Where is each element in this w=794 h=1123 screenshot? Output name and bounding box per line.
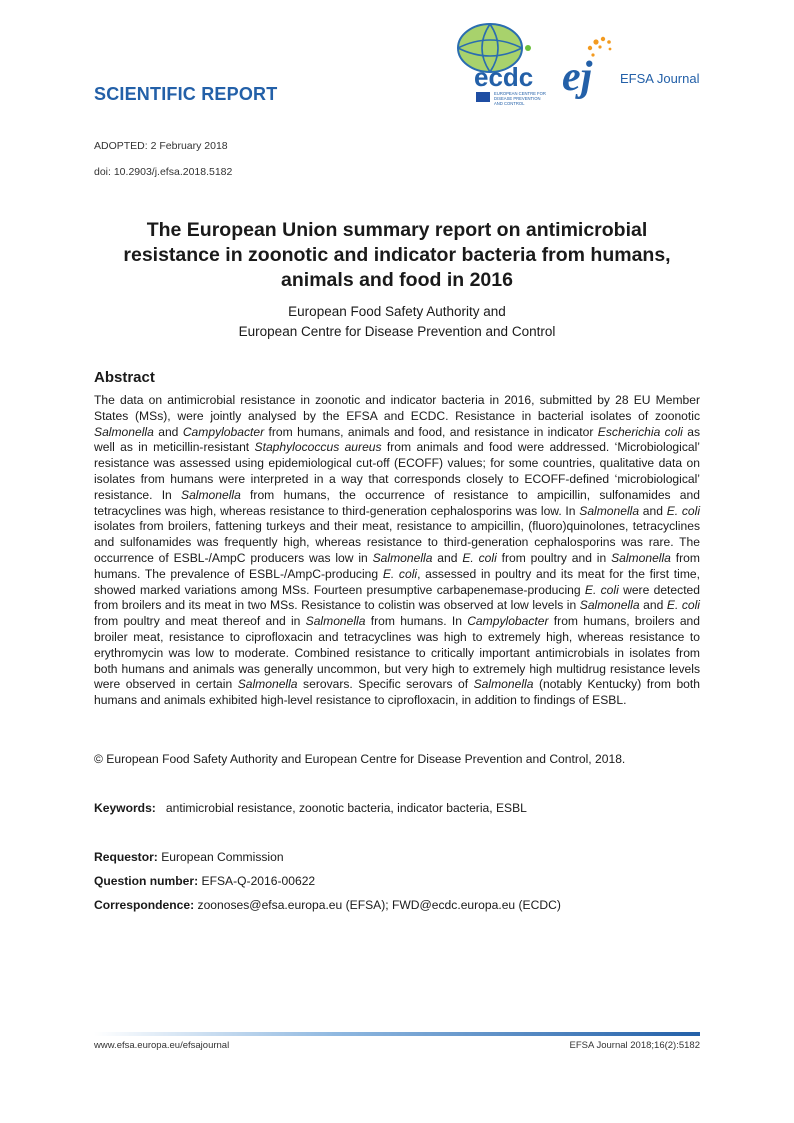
abstract-text: from animals and food were addressed. ‘Microbiological’ resistance was assessed using epidemiological cut-off (ECOFF) values; for some countries, qualitative data on isolates from humans were interpreted in a way that corresponds closely to ECOFF-defined ‘microbiological’ resistance. In: [94, 440, 700, 502]
abstract-text: from poultry and meat thereof and in: [94, 614, 306, 629]
abstract-italic-term: Staphylococcus aureus: [254, 440, 382, 455]
abstract-text: The data on antimicrobial resistance in zoonotic and indicator bacteria in 2016, submitted by 28 EU Member States (MSs), were jointly analysed by the EFSA and ECDC. Resistance in bacterial isolates of zoonotic: [94, 393, 700, 423]
abstract-text: and: [639, 598, 667, 613]
footer-citation: EFSA Journal 2018;16(2):5182: [569, 1040, 700, 1051]
keywords-label: Keywords:: [94, 801, 156, 815]
abstract-italic-term: Salmonella: [181, 487, 241, 502]
title-line: animals and food in 2016: [281, 269, 513, 291]
question-number-label: Question number:: [94, 874, 199, 888]
eu-flag-icon: [476, 92, 490, 102]
abstract-italic-term: Salmonella: [579, 598, 640, 613]
authors: [94, 302, 700, 342]
abstract-text: from humans, the occurrence of resistance to ampicillin, sulfonamides and tetracyclines was high, whereas resistance to third-generation cephalosporins was low. In: [94, 487, 700, 518]
abstract-body: [94, 393, 700, 709]
abstract-italic-term: E. coli: [666, 503, 701, 518]
abstract-italic-term: Salmonella: [305, 614, 366, 629]
abstract-italic-term: Salmonella: [579, 503, 640, 518]
author-line: European Food Safety Authority and: [288, 304, 506, 319]
abstract-italic-term: Campylobacter: [467, 614, 549, 629]
ej-mark: ej: [562, 54, 593, 100]
efsa-journal-wordmark: EFSA Journal: [620, 71, 700, 86]
abstract-italic-term: Salmonella: [473, 677, 534, 692]
footer-url[interactable]: www.efsa.europa.eu/efsajournal: [94, 1040, 230, 1051]
abstract-italic-term: E. coli: [382, 566, 418, 581]
abstract-text: from humans. In: [365, 614, 468, 629]
abstract-italic-term: Salmonella: [237, 677, 298, 692]
abstract-text: and: [639, 503, 667, 518]
abstract-text: (notably Kentucky) from both humans and animals exhibited high-level resistance to ciprofloxacin, in addition to findings of ESBL.: [94, 677, 700, 708]
requestor-value: European Commission: [161, 850, 284, 864]
requestor: [94, 850, 284, 864]
copyright-notice: © European Food Safety Authority and European Centre for Disease Prevention and Control, 2018.: [94, 752, 626, 766]
ecdc-caption-1: EUROPEAN CENTRE FOR: [494, 91, 546, 96]
paper-title: [94, 218, 700, 293]
abstract-text: serovars. Specific serovars of: [297, 677, 474, 692]
abstract-italic-term: Salmonella: [372, 550, 433, 565]
abstract-italic-term: Escherichia coli: [597, 424, 683, 439]
requestor-label: Requestor:: [94, 850, 158, 864]
abstract-italic-term: E. coli: [666, 598, 700, 613]
abstract-text: were detected from broilers and its meat in two MSs. Resistance to colistin was observed at low levels in: [94, 582, 701, 613]
ecdc-caption-2: DISEASE PREVENTION: [494, 96, 541, 101]
abstract-italic-term: Salmonella: [94, 424, 154, 439]
footer-rule: [94, 1032, 700, 1036]
adopted-date: ADOPTED: 2 February 2018: [94, 140, 228, 152]
abstract-text: , assessed in poultry and its meat for the first time, showed marked variations among MSs. Fourteen presumptive carbapenemase-producing: [94, 566, 700, 597]
publisher-logos: [450, 18, 710, 108]
author-line: European Centre for Disease Prevention and Control: [238, 324, 556, 339]
ecdc-wordmark: ecdc: [474, 62, 534, 92]
question-number: [94, 874, 315, 888]
abstract-text: from humans, broilers and broiler meat, resistance to ciprofloxacin and tetracyclines was high to extremely high, whereas resistance to erythromycin was low to moderate. Combined resistance to critically important antimicrobials in isolates from both humans and animals was generally uncommon, but very high to extremely high multidrug resistance levels were observed in certain: [94, 614, 700, 692]
abstract-italic-term: Salmonella: [611, 550, 671, 565]
correspondence-label: Correspondence:: [94, 898, 195, 912]
abstract-text: from humans. The prevalence of ESBL-/AmpC-producing: [94, 550, 700, 581]
abstract-italic-term: E. coli: [584, 582, 619, 597]
abstract-text: isolates from broilers, fattening turkeys and their meat, resistance to ampicillin, (fluoro)quinolones, tetracyclines and sulfonamides was frequently high, whereas resistance to third-generation cephalosporins was rare. The occurrence of ESBL-/AmpC producers was low in: [94, 519, 700, 565]
abstract-text: and: [432, 550, 463, 565]
abstract-text: and: [153, 424, 183, 439]
abstract-heading: Abstract: [94, 369, 155, 386]
question-number-value: EFSA-Q-2016-00622: [201, 874, 316, 888]
abstract-text: from humans, animals and food, and resistance in indicator: [264, 424, 598, 439]
ecdc-caption-3: AND CONTROL: [494, 101, 525, 106]
correspondence-value[interactable]: zoonoses@efsa.europa.eu (EFSA); FWD@ecdc.europa.eu (ECDC): [197, 898, 561, 912]
abstract-italic-term: E. coli: [462, 550, 497, 565]
correspondence: [94, 898, 561, 912]
keywords-value: antimicrobial resistance, zoonotic bacteria, indicator bacteria, ESBL: [165, 801, 527, 815]
keywords: [94, 801, 527, 815]
title-line: The European Union summary report on antimicrobial: [146, 219, 648, 241]
abstract-text: from poultry and in: [496, 550, 612, 565]
doi: doi: 10.2903/j.efsa.2018.5182: [94, 166, 233, 178]
abstract-italic-term: Campylobacter: [182, 424, 265, 439]
report-type-label: SCIENTIFIC REPORT: [94, 84, 278, 104]
abstract-text: as well as in meticillin-resistant: [94, 424, 700, 455]
title-line: resistance in zoonotic and indicator bacteria from humans,: [123, 244, 671, 266]
